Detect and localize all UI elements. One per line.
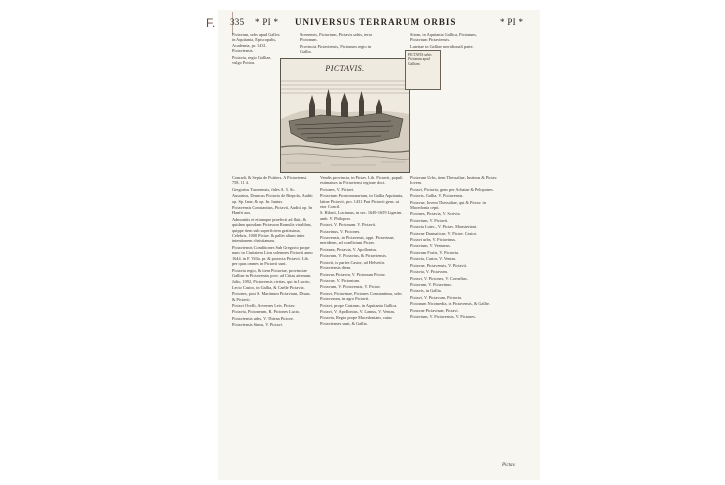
paragraph: Pictones, V. Pictavi.	[320, 186, 355, 192]
paragraph: Pictones, Pictavia, V. Scrivia.	[410, 211, 461, 217]
paragraph: Pictavi, prope Castrum, in Aquitania Gallica.	[320, 302, 398, 308]
paragraph: Pictavum, urbs apud Gallos in Aquitania, Episcopalis, Academia, pr. 1431. Pictaviensis.	[232, 32, 280, 54]
paragraph: Pictavia, Pictoneum, R. Pictones Lucio.	[232, 309, 301, 315]
page-number: 335	[230, 17, 245, 27]
paragraph: Pictavensis Constantius, Pictavii, Auditi op. In Hanfri aus.	[232, 205, 312, 216]
paragraph: Pictavensis, in Pictavensi, oppi. Pictavinae, meridiem, ad conflictum Pictav.	[320, 235, 395, 246]
catchword: Pictav.	[502, 463, 516, 468]
paragraph: Pictones, post S. Martinum Pictavium, Diuus. & Pictavii.	[232, 291, 311, 302]
running-title: UNIVERSUS TERRARUM ORBIS	[295, 17, 457, 27]
paragraph: Pictavum, V. Pictavinus.	[410, 281, 452, 287]
cartouche-text: PICTAVIS urbis Pictonum apud Galliam	[408, 53, 432, 66]
paragraph: Pictavia, Regio prope Macedoniam, cuius Pictavienses sunt, & Gallia.	[320, 315, 392, 326]
paragraph: Pictavi, Pictavinae, Pictones Constantinus, urbs Pictavorum, in agro Pictavii.	[320, 290, 402, 302]
paragraph: Sitom, in Aquitania Gallica, Pictonum, Pictavium Pictaviensis.	[410, 32, 477, 43]
paragraph: Pictavae, Iovem Thessaliae, qui & Pictav. in Macedonia cepit.	[410, 199, 486, 211]
paragraph: Pictavii, is partes Castor, ad Helvetiis Pictaviensis diem.	[320, 259, 385, 271]
paragraph: Pictavia Lutec., V. Pictav. Monsteriani.	[410, 224, 477, 230]
paragraph: S. Hilarii, Lucianus, in sec. 1649-1659 Ligerim. amb. V. Philopon.	[320, 210, 403, 221]
header-pi-right: * PI *	[500, 17, 524, 27]
column-top-right	[410, 32, 495, 52]
paragraph: Pictavum Urbs, item Thessaliae, Iustinus & Pictav. Iovem.	[410, 175, 498, 186]
paragraph: Pictavi, V. Pictavum, Pictavia.	[410, 294, 462, 300]
paragraph: Pictonum Nicomedia, is Pictavensis, & Gallie.	[410, 301, 490, 307]
paragraph: Pictavae, V. Pictonium.	[320, 277, 361, 283]
paragraph: Julio, 1092, Pictavensis civitas, qui in Lucrio, Lecto Castro, in Gallia, & Caelle Pictavia.	[232, 279, 311, 290]
paragraph: Pictanea, Pictavia, V. Apollonius.	[320, 246, 378, 252]
paragraph: Pictavia, regio Galliae, vulgo Poitou.	[232, 54, 272, 66]
paragraph: Lutetiae in Galliae meridionali parte.	[410, 43, 474, 49]
city-view-illustration	[281, 59, 409, 172]
paragraph: Pictavae Pictavinae, Pictavi.	[410, 307, 459, 313]
column-2	[320, 175, 404, 467]
paragraph: Provincia Pictaviensis, Pictonum regio in Gallia.	[300, 43, 372, 55]
paragraph: Pictavi, V. Pictonum. V. Pictavii.	[320, 222, 377, 228]
paragraph: Pictavi, Pictavia, gens per Achaiae & Pelopones.	[410, 186, 494, 192]
header-pi-left: * PI *	[255, 17, 279, 27]
paragraph: Pictavis, Gallia, V. Pictavensis.	[410, 193, 464, 199]
paragraph: Pictavum Fortis, V. Pictavia.	[410, 249, 460, 255]
paragraph: Pictavium Prostomonarium, in Gallia Aquitania, latine Pictavii, pro. 1431 Part Pictavii gens. ut etor Concil.	[320, 193, 404, 210]
paragraph: Pictavae, Pictavensis, V. Pictavii.	[410, 262, 468, 268]
paragraph: Pictavia regio, & item Pictaviae, provinciae Galliae in Pictavensis prov. ad Cittas aitenum.	[232, 267, 312, 278]
paragraph: Conradi, & Sepia de Poitiers. A Pictaviensi. 758. 11 4.	[232, 175, 308, 186]
paragraph: Pictavum, V. Pictavius, & Pictaviensis.	[320, 253, 387, 259]
paragraph: Pictavium, V. Pictavii.	[410, 217, 449, 223]
paragraph: Gregorius Turonensis, fides A. 5. Sc.	[232, 186, 296, 192]
city-engraving	[280, 58, 410, 173]
paragraph: Pictavis, in Gallia.	[410, 288, 442, 294]
paragraph: Pictavium, V. Ventaeus.	[410, 243, 451, 249]
paragraph: Pictavia, Castor, V. Ventas.	[410, 256, 457, 262]
paragraph: Pictavi, V. Apollonius, V. Lamus, V. Ventas.	[320, 308, 396, 314]
paragraph: Pictavia, V. Pictavum.	[410, 269, 448, 275]
paragraph: Pictavus Pictavin, V. Pictonum Pictav.	[320, 271, 386, 277]
paragraph: Pictavae Dramaticae, V. Pictav. Castor.	[410, 230, 477, 236]
column-top-mid	[300, 32, 375, 56]
paragraph: Pictavi, V. Pictones, V. Cornelius.	[410, 275, 468, 281]
paragraph: Pictavium, V. Pictavensis, V. Pictones.	[410, 313, 476, 319]
paragraph: Pictaviensis Sinus, V. Pictavi.	[232, 322, 283, 328]
engraving-title: PICTAVIS.	[325, 64, 365, 73]
column-3	[410, 175, 498, 460]
paragraph: Vendis provincia, in Pictav. Lib. Pictavii, populi estimaturs in Pictaviensi regione doct.	[320, 175, 403, 186]
cartouche	[405, 50, 441, 90]
column-1	[232, 175, 314, 467]
paragraph: Pictavi urbs, V. Pictavinus.	[410, 237, 457, 243]
paragraph: Pictaviensis urbs, V. Thiena Pictore.	[232, 315, 294, 321]
paragraph: Pictaviensis Conditiones Sub Gregorio prope nunc in Ciuitatem Lion solemnes Pictavii anno 1644. in F. Villa. pr. & protecta Pictavii. Lib. per quas omnes in Pictavii sunt.	[232, 244, 313, 267]
paragraph: Pictavinus, V. Pictones.	[320, 228, 361, 234]
paragraph: Scenensis, Pictavium, Pictavis urbis, terra Pictonum.	[300, 32, 372, 43]
paragraph: Admonitis et etiamque praefecti ad fluit, & quidam quosdam Pictavum Romulis viralibus, quippe item sub superficiem gratissima, Celebris, 1000 Pictav. & pallet alium inter intentionem christianum.	[232, 216, 312, 244]
column-top-left	[232, 32, 280, 66]
margin-note: F.	[206, 12, 233, 34]
paragraph: Pictavum, V. Pictavensis, V. Pictav.	[320, 284, 381, 290]
paragraph: Pictavi Ocelli, Arvernes Leis. Pictav.	[232, 302, 296, 308]
page-header	[230, 17, 548, 29]
paragraph: Ausonius, Druncus Pictavio de Biepola, Auditi op. Sp. Iane, & op. In. Iunius.	[232, 193, 313, 204]
